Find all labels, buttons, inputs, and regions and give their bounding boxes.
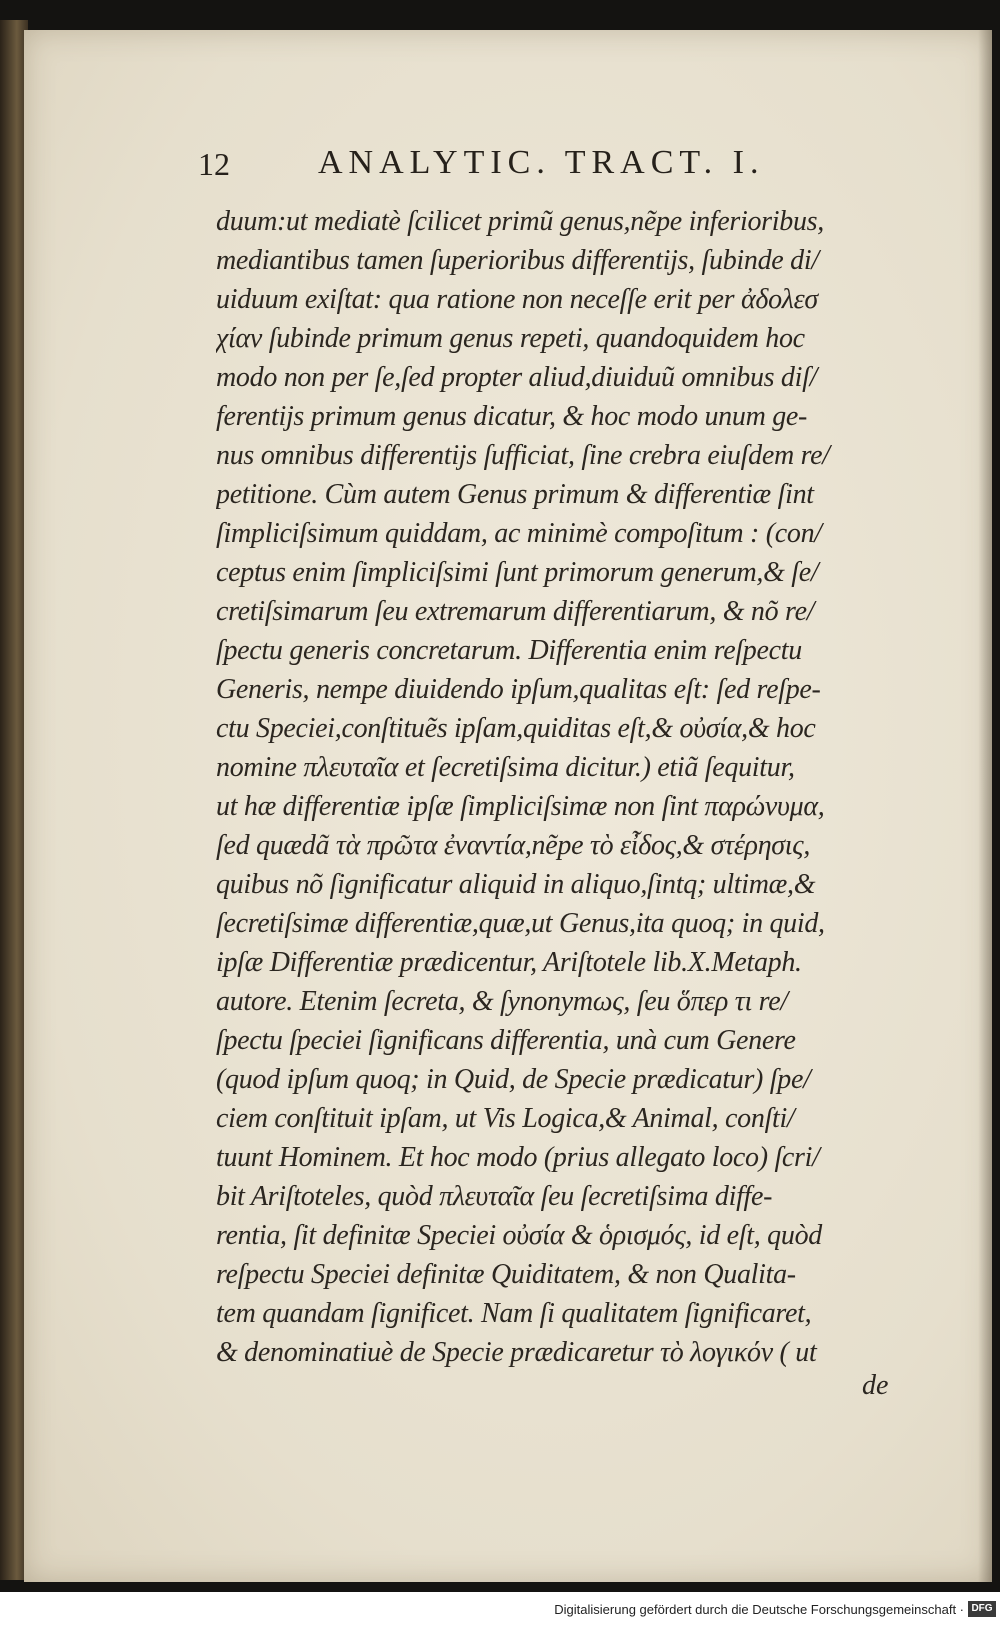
text-line: modo non per ſe,ſed propter aliud,diuiduũ omnibus diſ/ (216, 362, 818, 393)
text-line: Generis, nempe diuidendo ipſum,qualitas eſt: ſed reſpe- (216, 674, 821, 705)
text-line: ſpectu ſpeciei ſignificans differentia, unà cum Genere (216, 1025, 796, 1056)
text-line: petitione. Cùm autem Genus primum & differentiæ ſint (216, 479, 814, 510)
page-number: 12 (198, 146, 230, 182)
text-line: cretiſsimarum ſeu extremarum differentiarum, & nõ re/ (216, 596, 815, 627)
text-line: ipſæ Differentiæ prædicentur, Ariſtotele lib.X.Metaph. (216, 947, 802, 978)
text-line: ſimpliciſsimum quiddam, ac minimè compoſitum : (con/ (216, 518, 822, 549)
running-head (198, 140, 898, 200)
text-line: ſed quædã τὰ πρῶτα ἐναντία,nẽpe τὸ εἶδος,& στέρησις, (216, 830, 811, 861)
dfg-logo: DFG (968, 1601, 996, 1617)
text-line: nomine πλευταῖα et ſecretiſsima dicitur.) etiã ſequitur, (216, 752, 795, 783)
text-line: uiduum exiſtat: qua ratione non neceſſe erit per ἀδολεσ (216, 284, 818, 315)
catchword: de (862, 1370, 889, 1401)
text-line: mediantibus tamen ſuperioribus differentijs, ſubinde di/ (216, 245, 819, 276)
text-line: ciem conſtituit ipſam, ut Vis Logica,& Animal, conſti/ (216, 1103, 795, 1134)
text-line: χίαν ſubinde primum genus repeti, quandoquidem hoc (216, 323, 805, 354)
text-line: ceptus enim ſimpliciſsimi ſunt primorum generum,& ſe/ (216, 557, 819, 588)
page-edge-shadow (978, 30, 992, 1582)
text-line: ſpectu generis concretarum. Differentia enim reſpectu (216, 635, 802, 666)
text-line: nus omnibus differentijs ſufficiat, ſine crebra eiuſdem re/ (216, 440, 830, 471)
text-line: autore. Etenim ſecreta, & ſynonymως, ſeu ὅπερ τι re/ (216, 986, 788, 1017)
running-head-title: ANALYTIC. TRACT. I. (318, 144, 765, 181)
footer-credit: Digitalisierung gefördert durch die Deutsche Forschungsgemeinschaft · (554, 1602, 964, 1617)
text-line: & denominatiuè de Specie prædicaretur τὸ λογικόν ( ut (216, 1337, 817, 1368)
body-text (216, 202, 916, 1372)
text-line: reſpectu Speciei definitæ Quiditatem, & non Qualita- (216, 1259, 796, 1290)
text-line: ctu Speciei,conſtituẽs ipſam,quiditas eſt,& οὐσία,& hoc (216, 713, 816, 744)
text-line: ferentijs primum genus dicatur, & hoc modo unum ge- (216, 401, 808, 432)
text-line: rentia, ſit definitæ Speciei οὐσία & ὁρισμός, id eſt, quòd (216, 1220, 822, 1251)
text-line: ſecretiſsimæ differentiæ,quæ,ut Genus,ita quoq; in quid, (216, 908, 825, 939)
text-line: bit Ariſtoteles, quòd πλευταῖα ſeu ſecretiſsima diffe- (216, 1181, 773, 1212)
text-line: duum:ut mediatè ſcilicet primũ genus,nẽpe inferioribus, (216, 206, 824, 237)
text-line: (quod ipſum quoq; in Quid, de Specie prædicatur) ſpe/ (216, 1064, 811, 1095)
digitization-footer (0, 1592, 1000, 1628)
text-line: quibus nõ ſignificatur aliquid in aliquo,ſintq; ultimæ,& (216, 869, 816, 900)
text-line: tuunt Hominem. Et hoc modo (prius allegato loco) ſcri/ (216, 1142, 820, 1173)
text-line: ut hæ differentiæ ipſæ ſimpliciſsimæ non ſint παρώνυμα, (216, 791, 825, 822)
text-line: tem quandam ſignificet. Nam ſi qualitatem ſignificaret, (216, 1298, 812, 1329)
